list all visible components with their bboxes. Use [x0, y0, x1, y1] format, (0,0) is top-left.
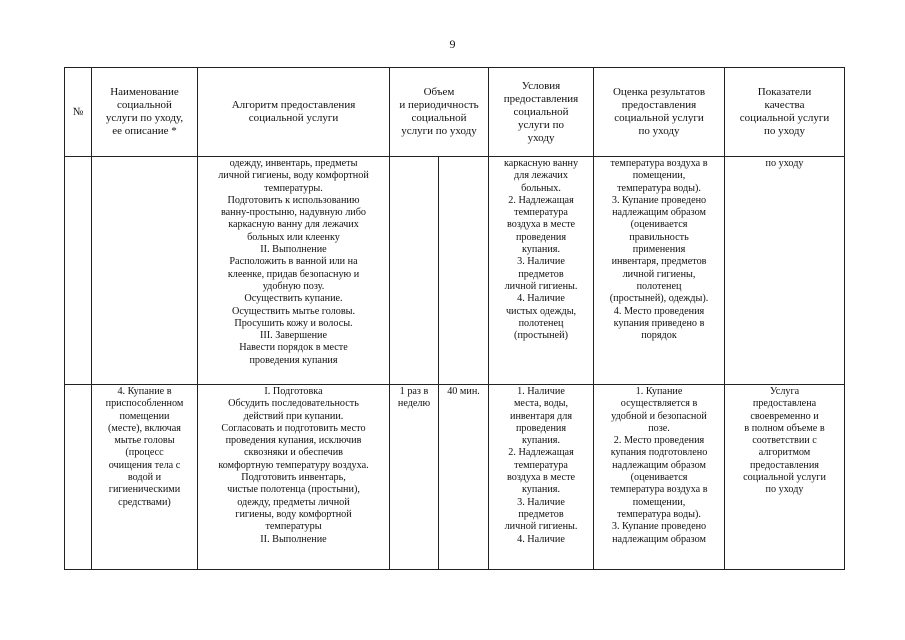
cell-periodicity: 1 раз в неделю	[390, 385, 439, 570]
header-algorithm: Алгоритм предоставления социальной услуги	[198, 68, 390, 157]
cell-algorithm: одежду, инвентарь, предметы личной гигиены, воду комфортной температуры. Подготовить к использованию ванну-простыню, надувную либо каркасную ванну для лежачих больных или клеенку II. Выполнение Расположить в ванной или на клеенке, придав безопасную и удобную позу. Осуществить купание. Осуществить мытье головы. Просушить кожу и волосы. III. Завершение Навести порядок в месте проведения купания	[198, 157, 390, 385]
table-row	[65, 157, 845, 385]
page-number: 9	[449, 37, 456, 51]
cell-name: 4. Купание в приспособленном помещении (месте), включая мытье головы (процесс очищения тела с водой и гигиеническими средствами)	[92, 385, 198, 570]
cell-quality: по уходу	[725, 157, 845, 385]
cell-name	[92, 157, 198, 385]
table-row	[65, 385, 845, 570]
cell-duration: 40 мин.	[439, 385, 489, 570]
header-num: №	[65, 68, 92, 157]
cell-num	[65, 157, 92, 385]
cell-conditions: каркасную ванну для лежачих больных. 2. Надлежащая температура воздуха в месте проведения купания. 3. Наличие предметов личной гигиены. 4. Наличие чистых одежды, полотенец (простыней)	[489, 157, 594, 385]
cell-num	[65, 385, 92, 570]
social-service-table	[64, 67, 845, 570]
cell-duration	[439, 157, 489, 385]
header-volume: Объем и периодичность социальной услуги по уходу	[390, 68, 489, 157]
cell-conditions: 1. Наличие места, воды, инвентаря для проведения купания. 2. Надлежащая температура воздуха в месте купания. 3. Наличие предметов личной гигиены. 4. Наличие	[489, 385, 594, 570]
header-quality: Показатели качества социальной услуги по уходу	[725, 68, 845, 157]
header-evaluation: Оценка результатов предоставления социальной услуги по уходу	[594, 68, 725, 157]
cell-algorithm: I. Подготовка Обсудить последовательность действий при купании. Согласовать и подготовить место проведения купания, исключив сквозняки и обеспечив комфортную температуру воздуха. Подготовить инвентарь, чистые полотенца (простыни), одежду, предметы личной гигиены, воду комфортной температуры II. Выполнение	[198, 385, 390, 570]
cell-quality: Услуга предоставлена своевременно и в полном объеме в соответствии с алгоритмом предоставления социальной услуги по уходу	[725, 385, 845, 570]
header-conditions: Условия предоставления социальной услуги по уходу	[489, 68, 594, 157]
cell-periodicity	[390, 157, 439, 385]
header-name: Наименование социальной услуги по уходу, ее описание *	[92, 68, 198, 157]
cell-evaluation: 1. Купание осуществляется в удобной и безопасной позе. 2. Место проведения купания подготовлено надлежащим образом (оценивается температура воздуха в помещении, температура воды). 3. Купание проведено надлежащим образом	[594, 385, 725, 570]
cell-evaluation: температура воздуха в помещении, температура воды). 3. Купание проведено надлежащим образом (оценивается правильность применения инвентаря, предметов личной гигиены, полотенец (простыней), одежды). 4. Место проведения купания приведено в порядок	[594, 157, 725, 385]
table-header-row	[65, 68, 845, 157]
